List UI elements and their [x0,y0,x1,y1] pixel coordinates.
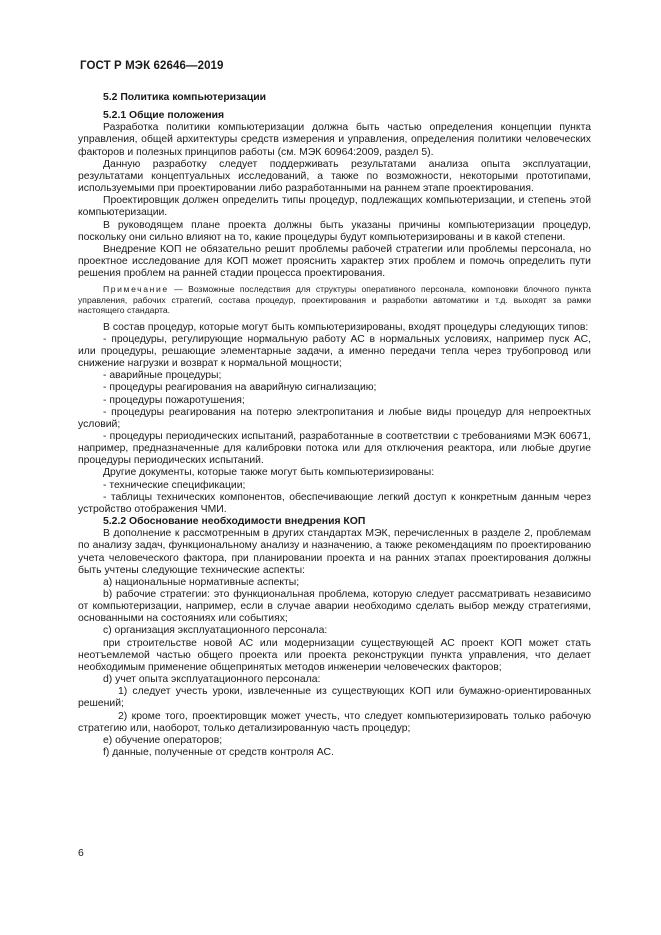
paragraph: Данную разработку следует поддерживать результатами анализа опыта эксплуатации, результатами концептуальных исследований, а также по возможности, некоторыми прототипами, используемыми при проектировании либо разработанными на раннем этапе проектирования. [78,158,591,195]
paragraph: Внедрение КОП не обязательно решит проблемы рабочей стратегии или проблемы персонала, но проектное исследование для КОП может прояснить характер этих проблем и помочь определить пути решения проблем на ранней стадии процесса проектирования. [78,243,591,280]
list-item: а) национальные нормативные аспекты; [103,576,300,588]
document-body [78,92,591,759]
list-item: - процедуры, регулирующие нормальную работу АС в нормальных условиях, например пуск АС, или процедуры, решающие элементарные задачи, а именно передачи тепла через трубопровод или снижение нагрузки и возврат к нормальной мощности; [78,333,591,370]
section-title: 5.2 Политика компьютеризации [103,92,267,103]
sub-list-item: 1) следует учесть уроки, извлеченные из существующих КОП или бумажно-ориентированных решений; [78,686,591,710]
list-item: - аварийные процедуры; [103,370,222,382]
paragraph: Другие документы, которые также могут быть компьютеризированы: [103,467,435,479]
list-item: - таблицы технических компонентов, обеспечивающие легкий доступ к конкретным данным через устройство отображения ЧМИ. [78,491,591,515]
paragraph: В руководящем плане проекта должны быть указаны причины компьютеризации процедур, поскольку они сильно влияют на то, какие процедуры будут компьютеризированы и в какой степени. [78,219,591,243]
paragraph: при строительстве новой АС или модернизации существующей АС проект КОП может стать неотъемлемой частью общего проекта или проекта реконструкции пункта управления, что делает необходимым применение общепринятых методов инженерии человеческих факторов; [78,637,591,673]
note [78,284,591,315]
paragraph: В состав процедур, которые могут быть компьютеризированы, входят процедуры следующих типов: [103,321,589,333]
list-item: b) рабочие стратегии: это функциональная проблема, которую следует рассматривать независимо от компьютеризации, например, если в случае аварии необходимо сделать выбор между стратегиями, основанными на состояниях или событиях; [78,589,591,625]
standard-header: ГОСТ Р МЭК 62646—2019 [80,60,224,72]
list-item: - процедуры пожаротушения; [103,394,245,406]
note-text: — Возможные последствия для структуры оперативного персонала, компоновки блочного пункта управления, рабочих стратегий, состава процедур, проектирования и разработки автоматики и т.д. выходят за рамки настоящего стандарта. [78,284,591,316]
list-item: с) организация эксплуатационного персонала: [103,625,328,637]
paragraph: В дополнение к рассмотренным в других стандартах МЭК, перечисленных в разделе 2, проблемам по анализу задач, функциональному анализу и назначению, а также рекомендациям по проектированию учета человеческого фактора, при планировании проекта и на ранних этапах проектирования должны быть учтены следующие технические аспекты: [78,528,591,576]
list-item: - процедуры периодических испытаний, разработанные в соответствии с требованиями МЭК 60671, например, предназначенные для калибровки потока или для отключения реактора, или любые другие процедуры периодических испытаний. [78,430,591,467]
list-item: f) данные, полученные от средств контроля АС. [103,747,334,759]
note-label: Примечание [103,284,169,295]
list-item: - процедуры реагирования на потерю электропитания и любые виды процедур для непроектных условий; [78,406,591,430]
list-item: - технические спецификации; [103,479,246,491]
list-item: d) учет опыта эксплуатационного персонала: [103,674,321,686]
page-number: 6 [78,848,84,859]
subsection-title: 5.2.2 Обоснование необходимости внедрения КОП [103,516,366,528]
paragraph: Проектировщик должен определить типы процедур, подлежащих компьютеризации, и степень этой компьютеризации. [78,195,591,219]
list-item: е) обучение операторов; [103,734,223,746]
sub-list-item: 2) кроме того, проектировщик может учесть, что следует компьютеризировать только рабочую стратегию или, наоборот, только детализированную часть процедур; [78,710,591,734]
subsection-title: 5.2.1 Общие положения [103,110,225,122]
list-item: - процедуры реагирования на аварийную сигнализацию; [103,382,377,394]
paragraph: Разработка политики компьютеризации должна быть частью определения концепции пункта управления, общей архитектуры средств измерения и управления, определения политики человеческих факторов и полезных принципов работы (см. МЭК 60964:2009, раздел 5). [78,122,591,158]
